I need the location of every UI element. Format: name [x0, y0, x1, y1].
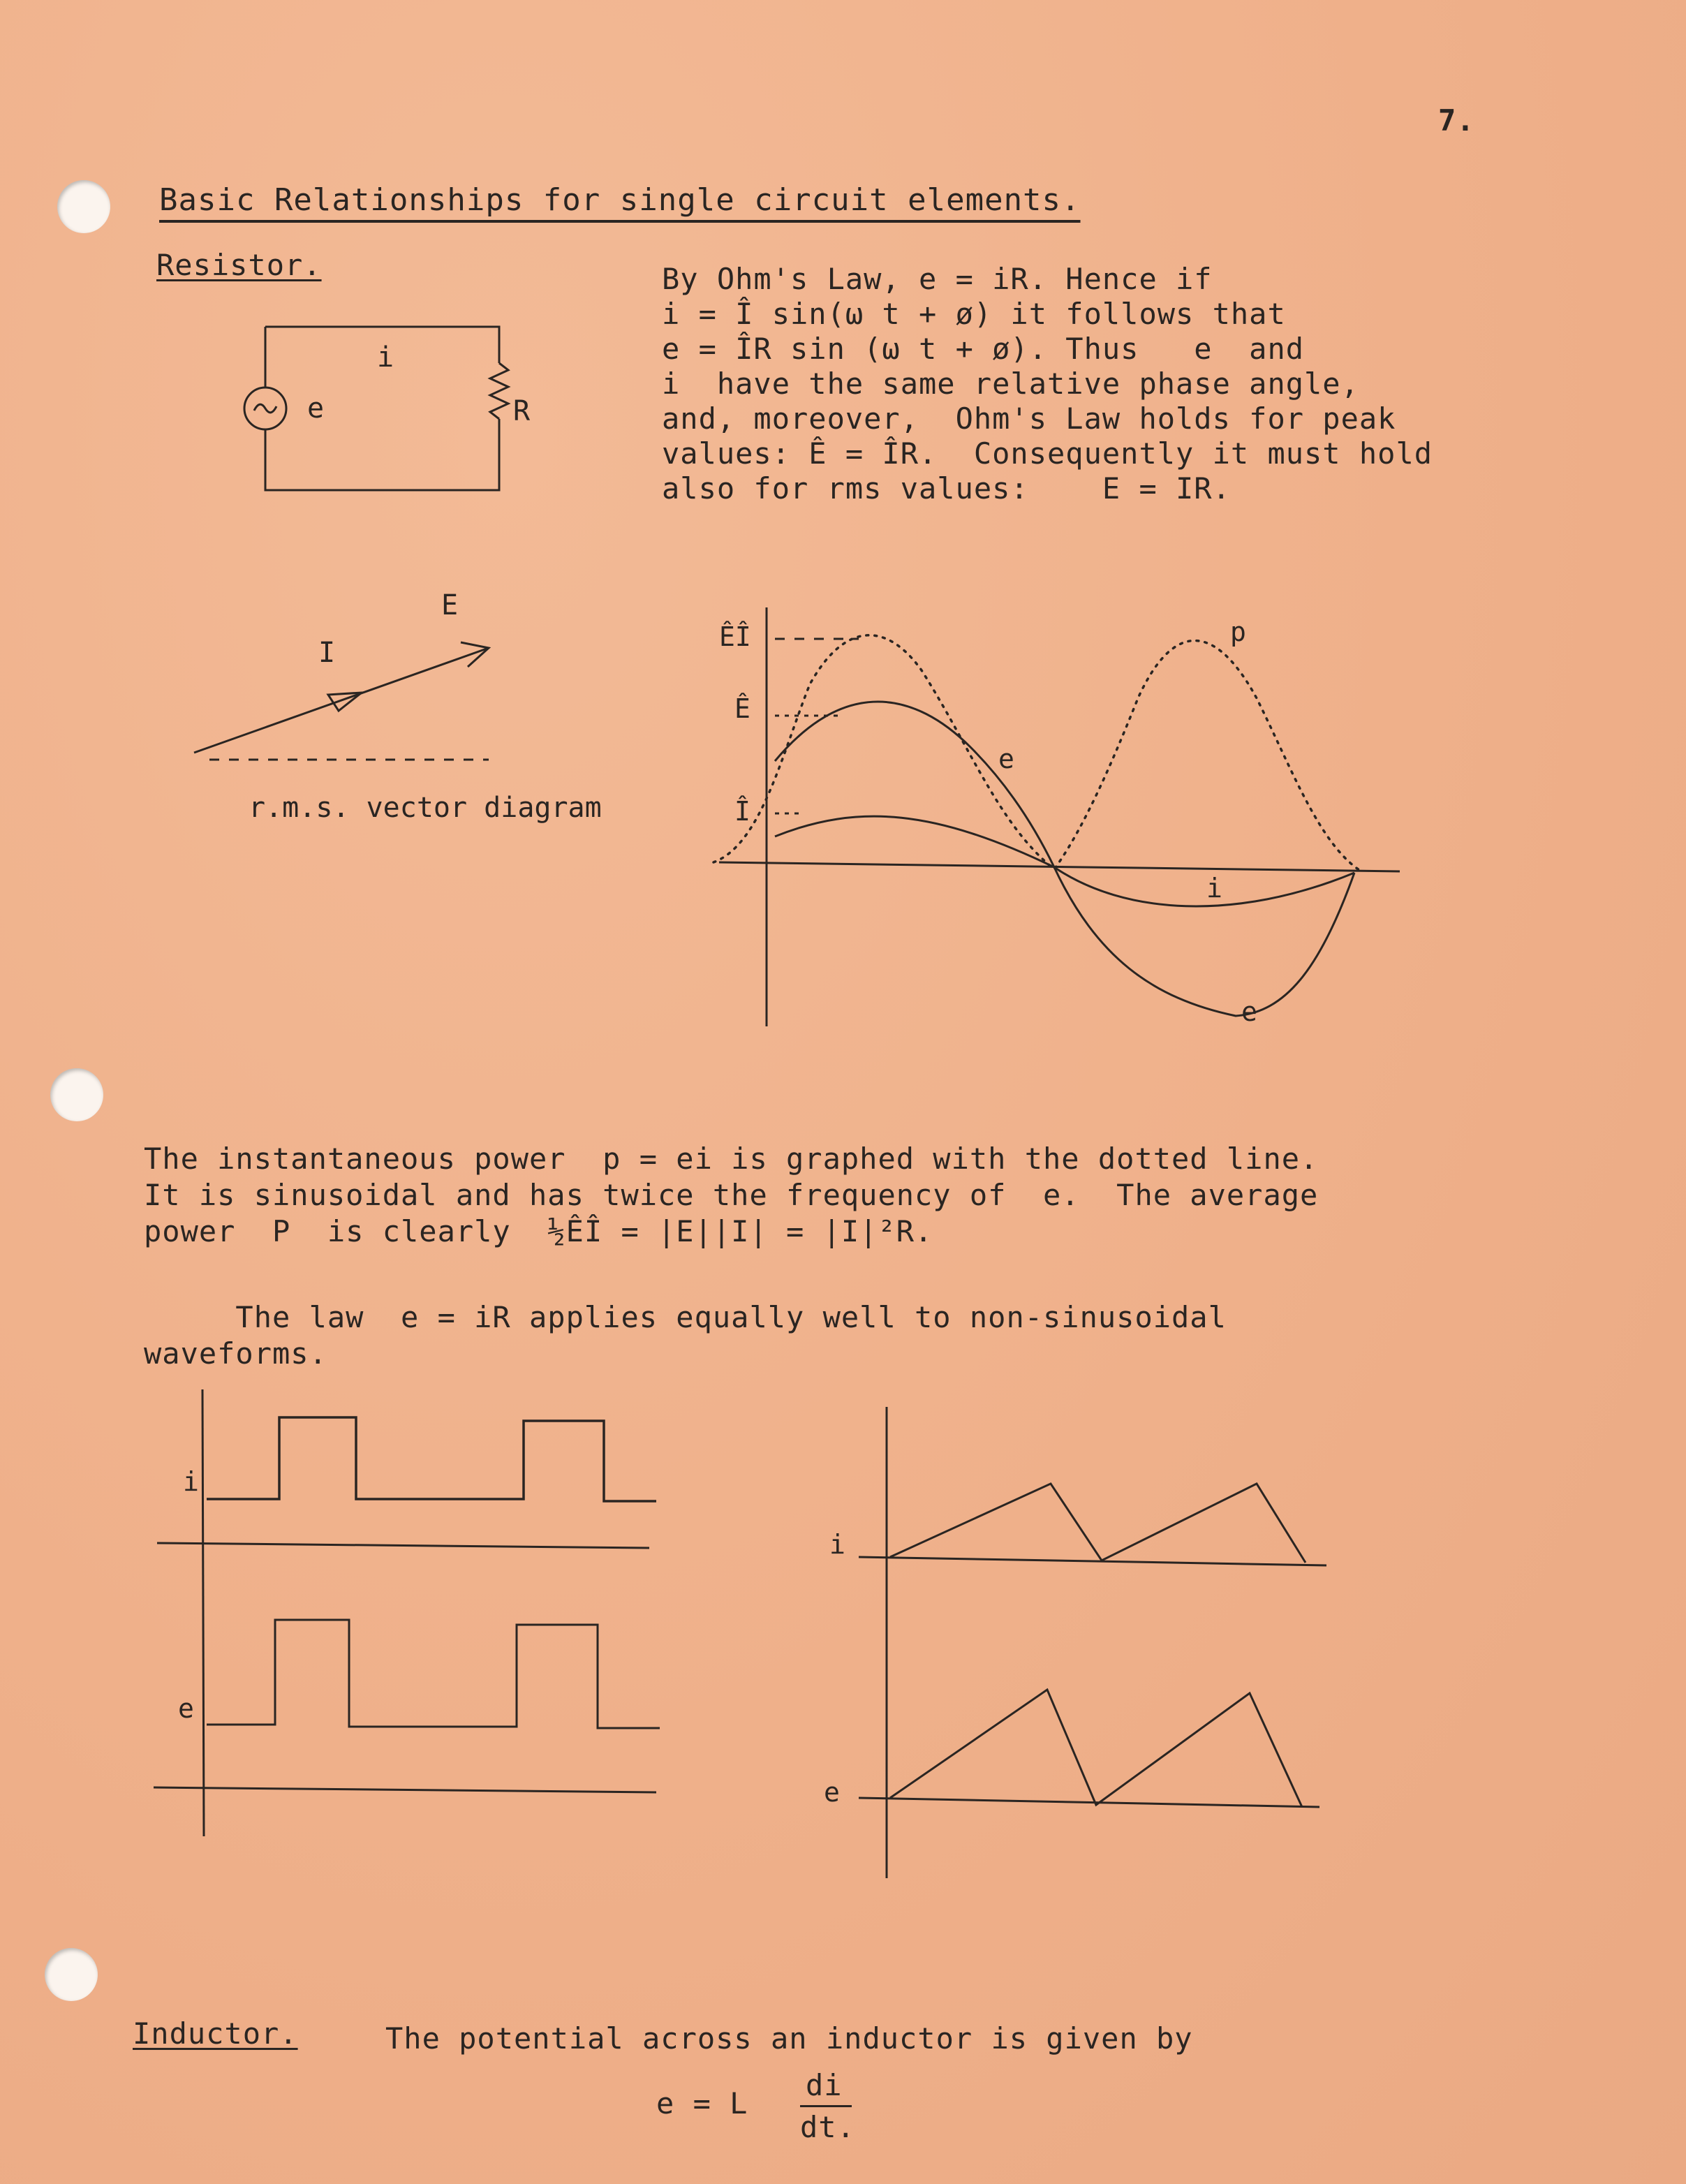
axis-label-E: Ê	[734, 693, 750, 724]
curve-label-e-bottom: e	[1241, 996, 1257, 1027]
vector-diagram-caption: r.m.s. vector diagram	[249, 792, 602, 824]
page-number: 7.	[1438, 103, 1475, 138]
law-text-line: The law e = iR applies equally well to non-sinusoidal	[144, 1300, 1227, 1334]
resistor-text-line: values: Ê = ÎR. Consequently it must hold	[662, 436, 1433, 471]
power-text-line: It is sinusoidal and has twice the frequency of e. The average	[144, 1178, 1319, 1212]
law-text-line: waveforms.	[144, 1336, 327, 1371]
resistor-text-line: also for rms values: E = IR.	[662, 471, 1231, 506]
curve-label-p: p	[1230, 617, 1246, 647]
resistor-circuit-diagram	[237, 314, 538, 503]
circuit-resistor-label: R	[513, 395, 531, 427]
triangle-waveform-graph	[817, 1403, 1347, 1885]
punch-hole-middle	[50, 1068, 103, 1121]
inductor-label: Inductor.	[133, 2016, 298, 2051]
curve-label-e-top: e	[998, 744, 1014, 774]
axis-label-EI: ÊÎ	[719, 621, 751, 652]
i-curve	[775, 816, 1354, 906]
square-label-e: e	[178, 1693, 194, 1724]
inductor-formula-fraction-bar	[800, 2105, 852, 2107]
vector-label-E: E	[441, 589, 459, 621]
triangle-label-i: i	[829, 1529, 845, 1560]
punch-hole-bottom	[45, 1948, 98, 2001]
e-curve	[775, 702, 1354, 1016]
resistor-text-line: i = Î sin(ω t + ø) it follows that	[662, 297, 1286, 331]
circuit-current-label: i	[377, 341, 394, 374]
triangle-label-e: e	[824, 1777, 840, 1808]
vector-label-I: I	[318, 637, 336, 669]
rms-vector-diagram	[182, 586, 642, 838]
resistor-label: Resistor.	[156, 248, 322, 282]
circuit-source-label: e	[307, 392, 325, 425]
power-text-line: The instantaneous power p = ei is graphed with the dotted line.	[144, 1142, 1319, 1176]
curve-label-i: i	[1206, 873, 1222, 903]
resistor-text-line: and, moreover, Ohm's Law holds for peak	[662, 401, 1396, 436]
inductor-formula-numerator: di	[806, 2068, 843, 2102]
punch-hole-top	[57, 180, 110, 233]
page-heading: Basic Relationships for single circuit elements.	[159, 182, 1081, 218]
inductor-formula-denominator: dt.	[800, 2110, 855, 2144]
sinusoid-waveform-graph	[705, 593, 1417, 1033]
axis-label-I: Î	[734, 796, 750, 827]
resistor-text-line: e = ÎR sin (ω t + ø). Thus e and	[662, 332, 1305, 366]
square-label-i: i	[183, 1466, 199, 1497]
power-text-line: power P is clearly ½ÊÎ = |E||I| = |I|²R.	[144, 1214, 933, 1248]
resistor-text-line: i have the same relative phase angle,	[662, 367, 1359, 401]
square-waveform-graph	[147, 1386, 677, 1847]
resistor-text-line: By Ohm's Law, e = iR. Hence if	[662, 262, 1213, 296]
inductor-formula-lhs: e = L	[656, 2086, 748, 2120]
inductor-text: The potential across an inductor is given by	[385, 2021, 1193, 2056]
